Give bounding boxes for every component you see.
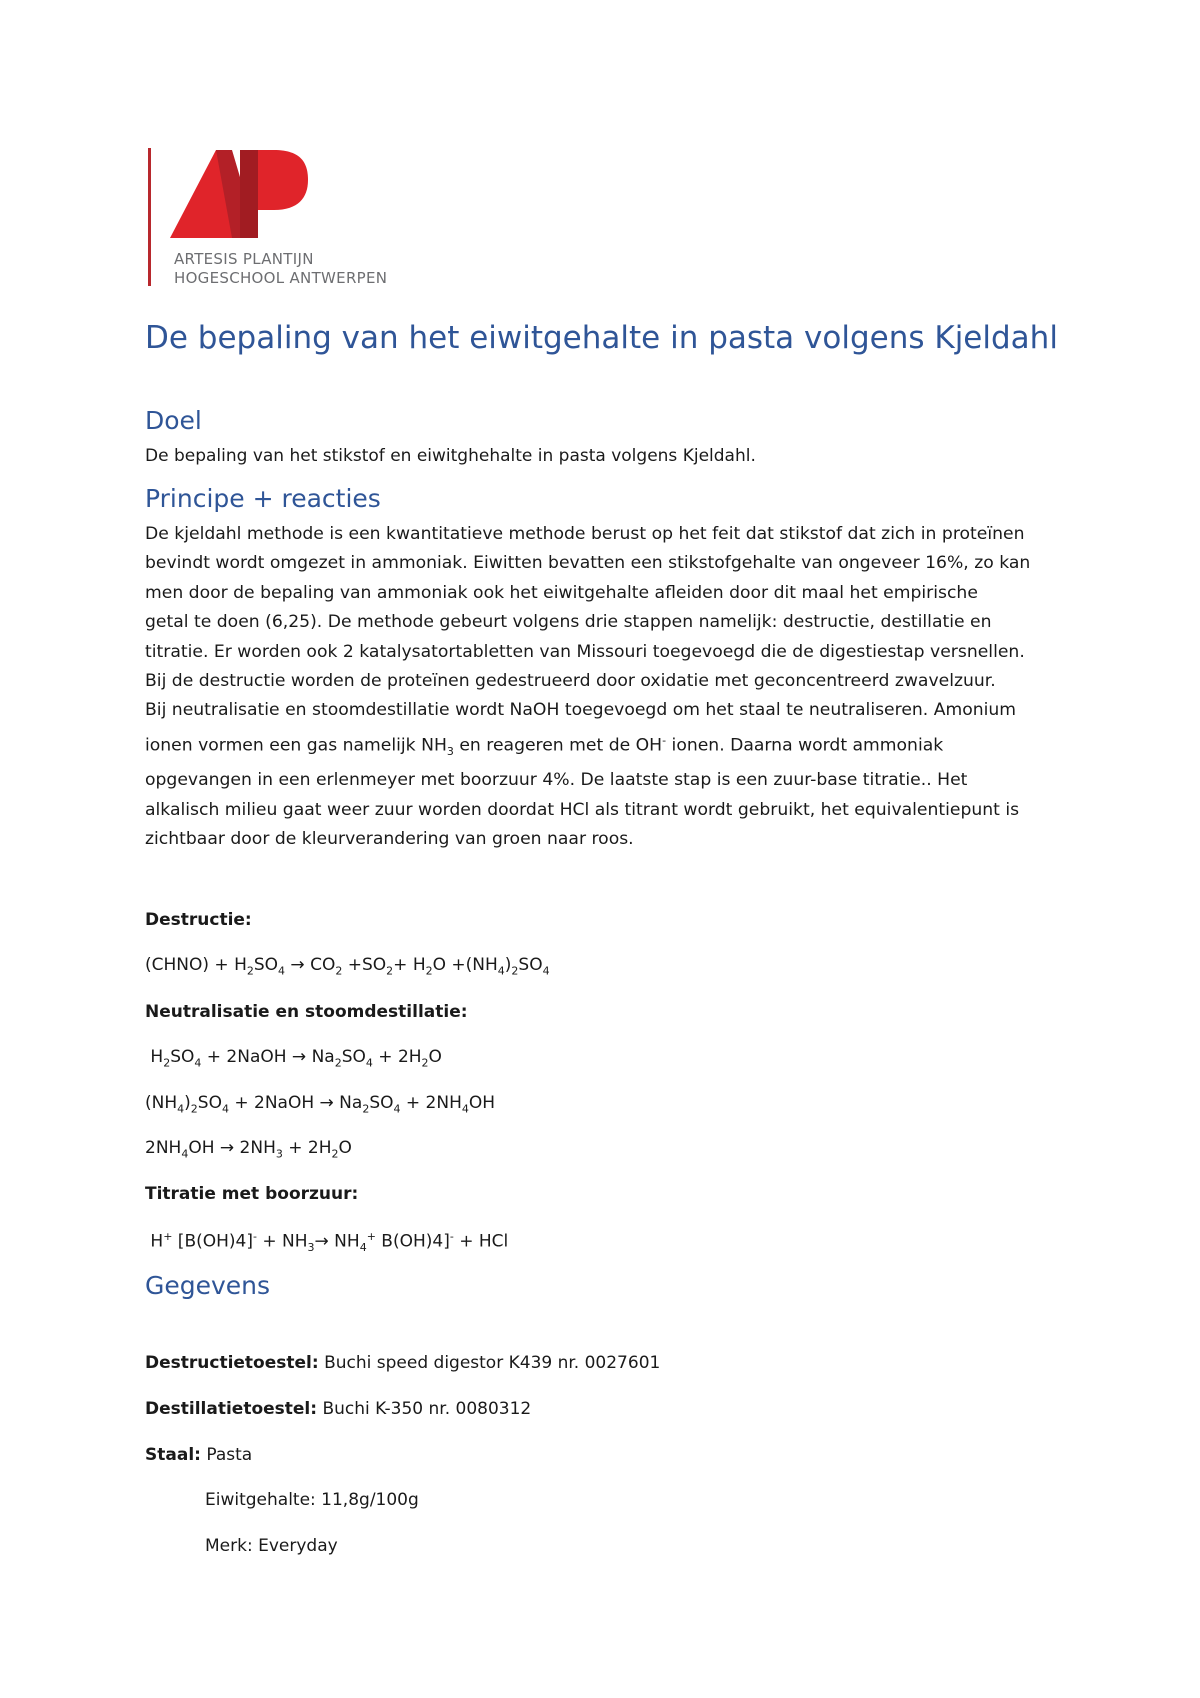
field-label: Destructietoestel: [145, 1353, 319, 1373]
heading-doel: Doel [145, 406, 202, 435]
heading-gegevens: Gegevens [145, 1271, 271, 1300]
principe-paragraph [145, 520, 1085, 855]
equation-destructie: (CHNO) + $H_2SO_4 \to CO_2 +SO_2+ H_2O +(NH_4)_2SO_4$ [145, 955, 550, 978]
logo-divider-bar [148, 148, 151, 286]
label-destructie: Destructie: [145, 910, 252, 930]
field-label: Destillatietoestel: [145, 1399, 318, 1419]
ap-logo-mark [170, 150, 320, 242]
text-fragment: ionen. Daarna wordt ammoniak [666, 735, 944, 756]
principe-line: Bij neutralisatie en stoomdestillatie wordt NaOH toegevoegd om het staal te neutraliseren. Amonium [145, 700, 1017, 721]
superscript: - [662, 733, 667, 747]
principe-line: Bij de destructie worden de proteïnen gedestrueerd door oxidatie met geconcentreerd zwavelzuur. [145, 671, 996, 692]
gegevens-eiwitgehalte: Eiwitgehalte: 11,8g/100g [205, 1490, 419, 1510]
principe-line: bevindt wordt omgezet in ammoniak. Eiwitten bevatten een stikstofgehalte van ongeveer 16%, zo kan [145, 553, 1031, 574]
principe-line: opgevangen in een erlenmeyer met boorzuur 4%. De laatste stap is een zuur-base titratie.. Het [145, 770, 968, 791]
logo-text-line1: ARTESIS PLANTIJN [174, 250, 314, 268]
text-fragment: ionen vormen een gas namelijk NH [145, 735, 447, 756]
document-title: De bepaling van het eiwitgehalte in pasta volgens Kjeldahl [145, 320, 1058, 356]
label-neutralisatie: Neutralisatie en stoomdestillatie: [145, 1002, 468, 1022]
text-fragment: en reageren met de OH [453, 735, 663, 756]
gegevens-staal [145, 1445, 252, 1465]
equation-neutralisatie-2: $(NH_4)_2SO_4$ + 2NaOH → $Na_2SO_4 + 2NH_4OH$ [145, 1093, 496, 1116]
principe-line: getal te doen (6,25). De methode gebeurt volgens drie stappen namelijk: destructie, destillatie en [145, 612, 992, 633]
equation-neutralisatie-1: $H_2SO_4$ + 2NaOH → $Na_2SO_4 + 2H_2O$ [145, 1047, 442, 1070]
heading-principe: Principe + reacties [145, 484, 381, 513]
field-value: Buchi K-350 nr. 0080312 [317, 1399, 532, 1419]
field-value: Buchi speed digestor K439 nr. 0027601 [318, 1353, 661, 1373]
gegevens-destructietoestel [145, 1353, 660, 1373]
ap-logo [148, 148, 408, 288]
equation-neutralisatie-3: $2NH_4OH \to 2NH_3 + 2H_2O$ [145, 1138, 352, 1161]
principe-line: men door de bepaling van ammoniak ook het eiwitgehalte afleiden door dit maal het empirische [145, 582, 978, 603]
principe-line: alkalisch milieu gaat weer zuur worden doordat HCl als titrant wordt gebruikt, het equivalentiepunt is [145, 799, 1020, 820]
field-value: Pasta [200, 1445, 253, 1465]
principe-line: zichtbaar door de kleurverandering van groen naar roos. [145, 829, 634, 850]
gegevens-destillatietoestel [145, 1399, 531, 1419]
label-titratie: Titratie met boorzuur: [145, 1184, 359, 1204]
principe-line [145, 726, 1085, 767]
field-label: Staal: [145, 1445, 201, 1465]
subscript: 3 [446, 745, 454, 759]
equation-titratie: H+ $[B(OH)4]^- + NH_3\to NH_4^+$ B(OH)4]- + HCl [145, 1230, 509, 1255]
principe-line: titratie. Er worden ook 2 katalysatortabletten van Missouri toegevoegd die de digestiestap versnellen. [145, 641, 1025, 662]
logo-text-line2: HOGESCHOOL ANTWERPEN [174, 269, 388, 287]
doel-text: De bepaling van het stikstof en eiwitghehalte in pasta volgens Kjeldahl. [145, 446, 756, 466]
gegevens-merk: Merk: Everyday [205, 1536, 338, 1556]
principe-line: De kjeldahl methode is een kwantitatieve methode berust op het feit dat stikstof dat zich in proteïnen [145, 524, 1025, 544]
